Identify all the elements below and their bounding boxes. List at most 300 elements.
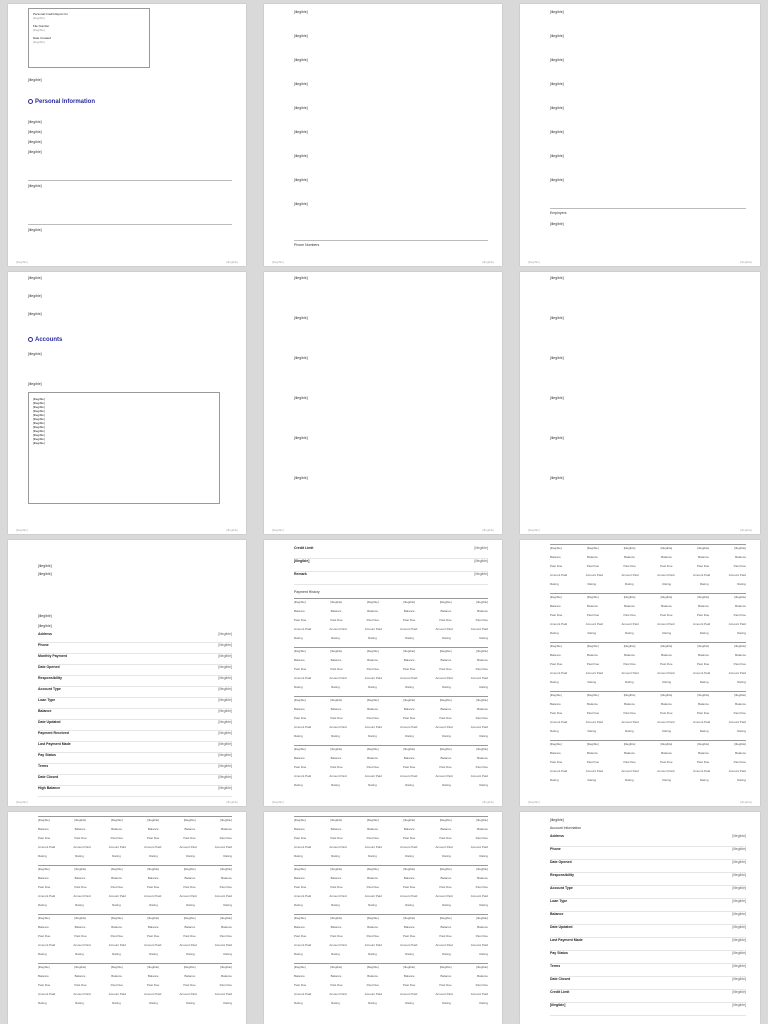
history-month: [illegible] bbox=[330, 818, 343, 822]
history-cell: Rating bbox=[368, 854, 377, 858]
account-detail-row bbox=[38, 775, 232, 786]
history-cell: Amount Paid bbox=[364, 894, 382, 898]
history-cell: Amount Paid bbox=[470, 894, 488, 898]
history-cell: Past Due bbox=[623, 613, 636, 617]
history-cell: Past Due bbox=[402, 618, 416, 622]
history-month: [illegible] bbox=[623, 595, 636, 599]
history-cell: Past Due bbox=[146, 983, 160, 987]
history-month: [illegible] bbox=[110, 867, 123, 871]
report-page-3 bbox=[520, 4, 760, 266]
payment-key-item: [illegible] bbox=[33, 413, 45, 417]
history-month: [illegible] bbox=[697, 742, 710, 746]
divider bbox=[28, 180, 232, 181]
history-cell: Past Due bbox=[586, 760, 600, 764]
account-detail-label: Date Opened bbox=[550, 860, 572, 864]
divider bbox=[294, 240, 488, 241]
file-number-value: [illegible] bbox=[33, 28, 45, 32]
history-month: [illegible] bbox=[294, 818, 306, 822]
history-cell: Rating bbox=[405, 636, 414, 640]
account-detail-label: Last Payment Made bbox=[550, 938, 583, 942]
history-cell: Amount Paid bbox=[585, 769, 603, 773]
history-cell: Rating bbox=[699, 680, 709, 684]
history-cell: Amount Paid bbox=[364, 676, 382, 680]
history-month: [illegible] bbox=[476, 818, 488, 822]
report-page-11 bbox=[264, 812, 502, 1024]
history-month: [illegible] bbox=[697, 595, 710, 599]
history-cell: Past Due bbox=[330, 618, 343, 622]
history-cell: Balance bbox=[624, 751, 635, 755]
history-cell: Balance bbox=[440, 974, 452, 978]
history-month: [illegible] bbox=[623, 546, 636, 550]
account-detail-label: [illegible] bbox=[550, 1003, 566, 1007]
history-cell: Rating bbox=[550, 729, 559, 733]
history-cell: Rating bbox=[294, 1001, 303, 1005]
history-month: [illegible] bbox=[330, 600, 343, 604]
account-detail-label: Date Updated bbox=[550, 925, 573, 929]
page-footer: [illegible] [illegible] bbox=[16, 528, 238, 532]
history-cell: Rating bbox=[442, 636, 451, 640]
history-cell: Rating bbox=[737, 631, 746, 635]
code-list-entry: [illegible] bbox=[550, 356, 564, 360]
history-cell: Balance bbox=[477, 827, 488, 831]
history-cell: Amount Paid bbox=[435, 845, 453, 849]
history-cell: Past Due bbox=[696, 564, 710, 568]
history-cell: Amount Paid bbox=[108, 894, 126, 898]
history-cell: Rating bbox=[294, 854, 303, 858]
employment-entry: [illegible] bbox=[28, 276, 42, 280]
history-cell: Rating bbox=[331, 734, 340, 738]
history-cell: Rating bbox=[405, 854, 414, 858]
history-cell: Amount Paid bbox=[179, 845, 197, 849]
history-cell: Balance bbox=[184, 827, 196, 831]
payment-history-grid bbox=[294, 816, 488, 1012]
history-month: [illegible] bbox=[697, 644, 710, 648]
history-cell: Rating bbox=[405, 903, 414, 907]
history-cell: Past Due bbox=[366, 716, 379, 720]
history-month: [illegible] bbox=[550, 693, 562, 697]
history-cell: Past Due bbox=[586, 711, 600, 715]
history-cell: Past Due bbox=[110, 885, 123, 889]
report-page-12 bbox=[520, 812, 760, 1024]
history-cell: Past Due bbox=[550, 613, 563, 617]
history-cell: Rating bbox=[331, 952, 340, 956]
page-footer: [illegible] [illegible] bbox=[16, 800, 238, 804]
report-page-2 bbox=[264, 4, 502, 266]
history-cell: Amount Paid bbox=[108, 943, 126, 947]
history-month: [illegible] bbox=[220, 818, 232, 822]
history-cell: Past Due bbox=[439, 618, 452, 622]
history-cell: Past Due bbox=[294, 983, 307, 987]
code-list-entry: [illegible] bbox=[550, 436, 564, 440]
history-cell: Amount Paid bbox=[329, 774, 347, 778]
history-cell: Rating bbox=[479, 734, 488, 738]
history-cell: Amount Paid bbox=[621, 622, 639, 626]
history-cell: Amount Paid bbox=[470, 774, 488, 778]
history-cell: Amount Paid bbox=[400, 845, 418, 849]
history-cell: Amount Paid bbox=[38, 992, 56, 996]
history-cell: Amount Paid bbox=[470, 845, 488, 849]
history-cell: Rating bbox=[479, 636, 488, 640]
addresses-heading: [illegible] bbox=[28, 228, 42, 232]
payment-key-item: [illegible] bbox=[33, 405, 45, 409]
intro-text: [illegible] bbox=[28, 78, 42, 82]
history-cell: Past Due bbox=[330, 716, 343, 720]
account-detail-row bbox=[38, 709, 232, 720]
history-cell: Past Due bbox=[550, 760, 563, 764]
date-created-label: Date Created bbox=[33, 36, 51, 40]
phone-entry: [illegible] bbox=[550, 178, 564, 182]
history-cell: Amount Paid bbox=[470, 676, 488, 680]
history-cell: Amount Paid bbox=[621, 720, 639, 724]
payment-history-block bbox=[550, 740, 746, 785]
payment-key-item: [illegible] bbox=[33, 417, 45, 421]
history-month: [illegible] bbox=[403, 747, 416, 751]
payment-history-block bbox=[550, 691, 746, 736]
history-cell: Past Due bbox=[475, 885, 488, 889]
history-cell: Balance bbox=[587, 751, 598, 755]
history-month: [illegible] bbox=[330, 867, 343, 871]
history-cell: Amount Paid bbox=[400, 774, 418, 778]
employment-entry: [illegible] bbox=[28, 312, 42, 316]
history-month: [illegible] bbox=[476, 698, 488, 702]
account-detail-value: [illegible] bbox=[732, 873, 746, 877]
history-cell: Rating bbox=[149, 854, 158, 858]
history-cell: Balance bbox=[294, 974, 305, 978]
history-cell: Rating bbox=[587, 778, 597, 782]
account-detail-row bbox=[38, 720, 232, 731]
account-name: [illegible] bbox=[550, 818, 564, 822]
history-month: [illegible] bbox=[330, 916, 343, 920]
history-cell: Balance bbox=[587, 653, 598, 657]
history-cell: Balance bbox=[440, 609, 452, 613]
history-month: [illegible] bbox=[439, 916, 452, 920]
history-cell: Amount Paid bbox=[108, 845, 126, 849]
account-detail-rows bbox=[294, 546, 488, 585]
history-month: [illegible] bbox=[660, 644, 673, 648]
history-month: [illegible] bbox=[330, 698, 343, 702]
adverse-accounts-intro: [illegible] bbox=[38, 572, 52, 576]
history-month: [illegible] bbox=[734, 742, 746, 746]
code-list-entry: [illegible] bbox=[294, 436, 308, 440]
address-entry: [illegible] bbox=[294, 34, 308, 38]
history-cell: Past Due bbox=[219, 934, 232, 938]
history-cell: Rating bbox=[223, 903, 232, 907]
history-cell: Balance bbox=[698, 702, 709, 706]
history-cell: Amount Paid bbox=[657, 671, 675, 675]
history-cell: Amount Paid bbox=[435, 894, 453, 898]
history-month: [illegible] bbox=[439, 818, 452, 822]
history-cell: Rating bbox=[624, 680, 634, 684]
history-month: [illegible] bbox=[623, 644, 636, 648]
history-cell: Rating bbox=[368, 685, 377, 689]
personal-info-line: [illegible] bbox=[28, 150, 42, 154]
history-cell: Past Due bbox=[475, 765, 488, 769]
history-cell: Amount Paid bbox=[73, 894, 91, 898]
history-cell: Rating bbox=[662, 582, 672, 586]
account-detail-value: [illegible] bbox=[732, 860, 746, 864]
history-month: [illegible] bbox=[439, 698, 452, 702]
account-detail-row bbox=[38, 632, 232, 643]
history-cell: Balance bbox=[698, 751, 709, 755]
history-cell: Amount Paid bbox=[693, 720, 711, 724]
history-cell: Amount Paid bbox=[364, 992, 382, 996]
code-list-entry: [illegible] bbox=[294, 316, 308, 320]
history-cell: Rating bbox=[587, 729, 597, 733]
history-month: [illegible] bbox=[147, 916, 160, 920]
history-cell: Balance bbox=[403, 827, 415, 831]
history-cell: Past Due bbox=[439, 716, 452, 720]
history-cell: Balance bbox=[477, 609, 488, 613]
history-month: [illegible] bbox=[476, 747, 488, 751]
personal-info-line: [illegible] bbox=[28, 120, 42, 124]
personal-info-title: Personal Information bbox=[35, 99, 96, 105]
payment-history-block bbox=[294, 816, 488, 861]
report-title: Personal Credit Report for bbox=[33, 12, 68, 16]
history-month: [illegible] bbox=[366, 867, 379, 871]
account-detail-value: [illegible] bbox=[732, 964, 746, 968]
account-detail-label: Monthly Payment bbox=[38, 654, 67, 658]
history-cell: Balance bbox=[367, 609, 379, 613]
account-detail-row bbox=[550, 886, 746, 899]
account-detail-row bbox=[38, 764, 232, 775]
history-cell: Amount Paid bbox=[364, 943, 382, 947]
history-cell: Rating bbox=[662, 729, 672, 733]
history-cell: Rating bbox=[442, 783, 451, 787]
code-list-entry: [illegible] bbox=[550, 476, 564, 480]
history-cell: Rating bbox=[294, 685, 303, 689]
history-cell: Balance bbox=[403, 974, 415, 978]
history-month: [illegible] bbox=[294, 916, 306, 920]
history-month: [illegible] bbox=[550, 546, 562, 550]
history-cell: Rating bbox=[624, 729, 634, 733]
history-cell: Past Due bbox=[586, 564, 600, 568]
history-cell: Rating bbox=[331, 685, 340, 689]
payment-key-item: [illegible] bbox=[33, 409, 45, 413]
history-cell: Past Due bbox=[183, 836, 196, 840]
history-cell: Balance bbox=[624, 653, 635, 657]
history-cell: Amount Paid bbox=[144, 894, 162, 898]
history-cell: Rating bbox=[405, 734, 414, 738]
history-cell: Amount Paid bbox=[179, 894, 197, 898]
phone-entry: [illegible] bbox=[550, 82, 564, 86]
history-cell: Balance bbox=[624, 702, 635, 706]
history-month: [illegible] bbox=[403, 600, 416, 604]
history-cell: Balance bbox=[440, 658, 452, 662]
payment-history-grid bbox=[550, 544, 746, 789]
history-cell: Rating bbox=[442, 952, 451, 956]
history-month: [illegible] bbox=[586, 693, 599, 697]
history-cell: Rating bbox=[405, 685, 414, 689]
history-cell: Rating bbox=[331, 854, 340, 858]
account-detail-value: [illegible] bbox=[218, 654, 232, 658]
account-detail-label: Credit Limit bbox=[294, 546, 314, 550]
history-cell: Balance bbox=[440, 756, 452, 760]
history-cell: Amount Paid bbox=[294, 894, 312, 898]
account-detail-row bbox=[38, 687, 232, 698]
history-cell: Balance bbox=[587, 555, 598, 559]
payment-history-block bbox=[550, 544, 746, 589]
history-cell: Past Due bbox=[294, 667, 307, 671]
payment-history-block bbox=[294, 865, 488, 910]
page-footer: [illegible] [illegible] bbox=[528, 528, 752, 532]
history-cell: Balance bbox=[403, 756, 415, 760]
history-month: [illegible] bbox=[183, 965, 196, 969]
history-cell: Balance bbox=[330, 756, 342, 760]
code-list-entry: [illegible] bbox=[550, 316, 564, 320]
history-cell: Past Due bbox=[74, 836, 87, 840]
report-page-7 bbox=[8, 540, 246, 806]
history-cell: Balance bbox=[294, 658, 305, 662]
history-month: [illegible] bbox=[183, 916, 196, 920]
account-detail-row bbox=[550, 938, 746, 951]
history-month: [illegible] bbox=[366, 698, 379, 702]
history-cell: Past Due bbox=[366, 618, 379, 622]
history-cell: Past Due bbox=[294, 765, 307, 769]
history-cell: Past Due bbox=[330, 934, 343, 938]
account-detail-label: Account Type bbox=[38, 687, 61, 691]
history-cell: Past Due bbox=[660, 613, 673, 617]
history-cell: Past Due bbox=[219, 885, 232, 889]
history-cell: Past Due bbox=[294, 716, 307, 720]
history-cell: Balance bbox=[367, 756, 379, 760]
account-detail-label: Pay Status bbox=[550, 951, 568, 955]
account-detail-label: Address bbox=[550, 834, 565, 838]
history-month: [illegible] bbox=[403, 916, 416, 920]
account-detail-rows bbox=[38, 632, 232, 797]
history-cell: Rating bbox=[405, 783, 414, 787]
history-cell: Rating bbox=[624, 582, 634, 586]
history-cell: Balance bbox=[184, 876, 196, 880]
history-cell: Amount Paid bbox=[364, 725, 382, 729]
history-month: [illegible] bbox=[183, 867, 196, 871]
account-detail-value: [illegible] bbox=[218, 742, 232, 746]
account-detail-value: [illegible] bbox=[732, 899, 746, 903]
account-detail-label: Account Type bbox=[550, 886, 573, 890]
history-cell: Balance bbox=[661, 653, 672, 657]
account-detail-label: High Balance bbox=[38, 786, 61, 790]
history-cell: Rating bbox=[294, 903, 303, 907]
history-month: [illegible] bbox=[403, 867, 416, 871]
account-info-heading: Account Information bbox=[550, 826, 582, 830]
history-cell: Amount Paid bbox=[657, 720, 675, 724]
history-cell: Amount Paid bbox=[693, 622, 711, 626]
history-cell: Past Due bbox=[439, 836, 452, 840]
history-cell: Balance bbox=[735, 653, 746, 657]
history-cell: Rating bbox=[699, 778, 709, 782]
history-cell: Amount Paid bbox=[214, 845, 232, 849]
history-cell: Amount Paid bbox=[214, 943, 232, 947]
history-cell: Past Due bbox=[402, 983, 416, 987]
history-cell: Rating bbox=[149, 1001, 158, 1005]
history-cell: Rating bbox=[112, 903, 121, 907]
date-created-value: [illegible] bbox=[33, 40, 45, 44]
history-cell: Balance bbox=[147, 925, 159, 929]
history-month: [illegible] bbox=[476, 649, 488, 653]
history-month: [illegible] bbox=[74, 867, 87, 871]
payment-history-block bbox=[550, 642, 746, 687]
history-cell: Balance bbox=[221, 876, 232, 880]
accounts-intro: [illegible] bbox=[28, 352, 42, 356]
history-cell: Rating bbox=[442, 854, 451, 858]
history-cell: Past Due bbox=[623, 662, 636, 666]
history-cell: Amount Paid bbox=[294, 774, 312, 778]
history-cell: Balance bbox=[477, 974, 488, 978]
history-cell: Balance bbox=[661, 555, 672, 559]
history-cell: Past Due bbox=[696, 613, 710, 617]
account-detail-row bbox=[38, 742, 232, 753]
account-detail-row bbox=[38, 654, 232, 665]
code-list-entry: [illegible] bbox=[550, 396, 564, 400]
history-cell: Past Due bbox=[366, 934, 379, 938]
history-cell: Balance bbox=[587, 702, 598, 706]
payment-key-item: [illegible] bbox=[33, 437, 45, 441]
history-cell: Rating bbox=[405, 952, 414, 956]
history-cell: Amount Paid bbox=[329, 676, 347, 680]
history-cell: Amount Paid bbox=[728, 573, 746, 577]
history-month: [illegible] bbox=[366, 818, 379, 822]
history-cell: Amount Paid bbox=[294, 627, 312, 631]
history-cell: Balance bbox=[477, 876, 488, 880]
account-detail-value: [illegible] bbox=[218, 775, 232, 779]
history-cell: Amount Paid bbox=[728, 720, 746, 724]
history-cell: Balance bbox=[38, 876, 49, 880]
history-cell: Rating bbox=[186, 854, 195, 858]
employers-heading: Employers bbox=[550, 211, 567, 215]
account-detail-label: Loan Type bbox=[38, 698, 56, 702]
account-detail-value: [illegible] bbox=[218, 764, 232, 768]
history-cell: Past Due bbox=[475, 934, 488, 938]
payment-key-item: [illegible] bbox=[33, 429, 45, 433]
history-cell: Amount Paid bbox=[435, 627, 453, 631]
account-detail-value: [illegible] bbox=[218, 665, 232, 669]
history-month: [illegible] bbox=[623, 742, 636, 746]
history-cell: Past Due bbox=[660, 662, 673, 666]
payment-key-box bbox=[28, 392, 220, 504]
history-cell: Balance bbox=[735, 555, 746, 559]
adverse-accounts-heading: [illegible] bbox=[38, 564, 52, 568]
history-cell: Past Due bbox=[183, 885, 196, 889]
history-cell: Balance bbox=[403, 609, 415, 613]
history-cell: Rating bbox=[479, 783, 488, 787]
history-cell: Past Due bbox=[366, 885, 379, 889]
account-detail-row bbox=[38, 786, 232, 797]
history-cell: Past Due bbox=[330, 765, 343, 769]
history-cell: Rating bbox=[368, 1001, 377, 1005]
history-month: [illegible] bbox=[660, 742, 673, 746]
history-month: [illegible] bbox=[147, 867, 160, 871]
history-cell: Rating bbox=[112, 952, 121, 956]
payment-history-block bbox=[294, 745, 488, 790]
history-cell: Amount Paid bbox=[693, 769, 711, 773]
history-cell: Rating bbox=[75, 903, 84, 907]
history-cell: Amount Paid bbox=[470, 992, 488, 996]
history-cell: Balance bbox=[477, 756, 488, 760]
history-cell: Rating bbox=[662, 680, 672, 684]
payment-history-block bbox=[38, 963, 232, 1008]
payment-history-block bbox=[38, 914, 232, 959]
history-cell: Past Due bbox=[550, 711, 563, 715]
history-cell: Rating bbox=[331, 903, 340, 907]
history-cell: Past Due bbox=[475, 983, 488, 987]
history-cell: Rating bbox=[294, 952, 303, 956]
history-cell: Amount Paid bbox=[585, 573, 603, 577]
account-detail-label: Responsibility bbox=[38, 676, 62, 680]
payment-history-block bbox=[550, 593, 746, 638]
history-month: [illegible] bbox=[220, 916, 232, 920]
history-month: [illegible] bbox=[403, 818, 416, 822]
history-cell: Balance bbox=[403, 876, 415, 880]
history-month: [illegible] bbox=[439, 649, 452, 653]
